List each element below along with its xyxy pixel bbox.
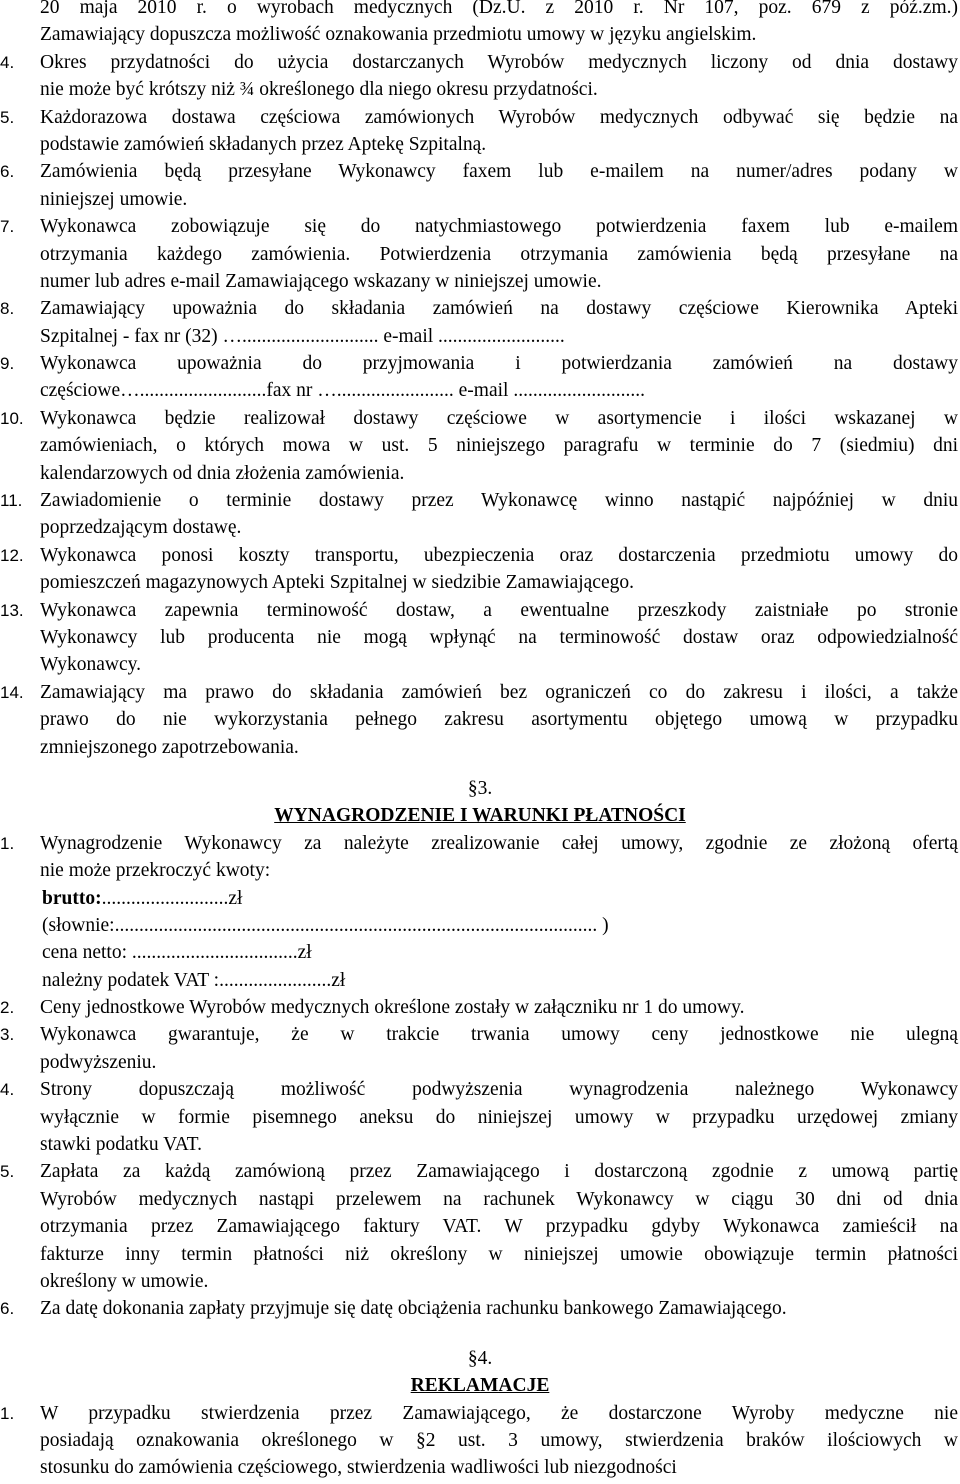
list-item-text: Wykonawca zapewnia terminowość dostaw, a ewentualne przeszkody zaistniałe po stronie (40, 599, 958, 621)
list-item-text: Wynagrodzenie Wykonawcy za należyte zrealizowanie całej umowy, zgodnie ze złożoną ofertą (40, 832, 958, 854)
list-item-text: podstawie zamówień składanych przez Aptekę Szpitalną. (40, 133, 487, 155)
list-number: 4. (0, 1080, 15, 1100)
list-number: 6. (0, 1299, 15, 1319)
list-item-text: pomieszczeń magazynowych Apteki Szpitalnej w siedzibie Zamawiającego. (40, 572, 634, 594)
list-item-text: zmniejszonego zapotrzebowania. (40, 736, 299, 758)
list-number: 11. (0, 491, 23, 511)
list-item-text: Zamawiający upoważnia do składania zamówień na dostawy częściowe Kierownika Apteki (40, 298, 958, 320)
list-item-text: nie może przekroczyć kwoty: (40, 860, 271, 882)
list-item-text: stosunku do zamówienia częściowego, stwierdzenia wadliwości lub niezgodności (40, 1457, 677, 1479)
section-4-title: REKLAMACJE (410, 1375, 550, 1397)
list-item-text: Wykonawca upoważnia do przyjmowania i potwierdzania zamówień na dostawy (40, 353, 958, 375)
list-item-text: Szpitalnej - fax nr (32) …............................ e-mail .......................... (40, 325, 565, 347)
list-number: 4. (0, 52, 15, 72)
list-number: 12. (0, 545, 24, 565)
payment-terms-list (0, 994, 960, 1323)
list-item (0, 49, 960, 104)
brutto-amount (0, 885, 960, 912)
list-item (0, 487, 960, 542)
net-price: cena netto: ..................................zł (42, 942, 312, 964)
list-item (0, 104, 960, 159)
intro-line-1: 20 maja 2010 r. o wyrobach medycznych (Dz.U. z 2010 r. Nr 107, poz. 679 z póź.zm.) (40, 0, 958, 18)
vat-amount: należny podatek VAT :.......................zł (42, 969, 346, 991)
list-number: 10. (0, 408, 24, 428)
section-3-number: §3. (467, 777, 493, 799)
list-item (0, 1158, 960, 1295)
list-item-text: Wykonawcy lub producenta nie mogą wpłynąć na terminowość dostaw oraz odpowiedzialność (40, 626, 958, 648)
list-item (0, 295, 960, 350)
list-item-text: numer lub adres e-mail Zamawiającego wskazany w niniejszej umowie. (40, 270, 602, 292)
brutto-label: brutto: (42, 887, 102, 909)
list-number: 1. (0, 1403, 15, 1423)
list-item-text: częściowe…..........................fax nr …........................ e-mail ........................... (40, 380, 645, 402)
list-item-text: Zamawiający ma prawo do składania zamówień bez ograniczeń co do zakresu i ilości, a także (40, 681, 958, 703)
list-item-text: Strony dopuszczają możliwość podwyższenia wynagrodzenia należnego Wykonawcy (40, 1079, 958, 1101)
list-item-text: Okres przydatności do użycia dostarczanych Wyrobów medycznych liczony od dnia dostawy (40, 51, 958, 73)
delivery-terms-list (0, 49, 960, 761)
list-number: 2. (0, 998, 15, 1018)
list-item (0, 1076, 960, 1158)
list-item-text: określony w umowie. (40, 1270, 209, 1292)
list-item-text: posiadają oznakowania określonego w §2 ust. 3 umowy, stwierdzenia braków ilościowych w (40, 1429, 958, 1451)
section-4-number: §4. (467, 1347, 493, 1369)
list-item-text: niniejszej umowie. (40, 188, 188, 210)
list-item-text: poprzedzającym dostawę. (40, 517, 242, 539)
list-item-text: Wyrobów medycznych nastąpi przelewem na rachunek Wykonawcy w ciągu 30 dni od dnia (40, 1188, 958, 1210)
list-number: 8. (0, 299, 15, 319)
list-item-text: Wykonawca będzie realizował dostawy częściowe w asortymencie i ilości wskazanej w (40, 407, 958, 429)
section-3-title: WYNAGRODZENIE I WARUNKI PŁATNOŚCI (274, 805, 686, 827)
list-item (0, 679, 960, 761)
list-item-text: nie może być krótszy niż ¾ określonego dla niego okresu przydatności. (40, 79, 598, 101)
list-item-text: otrzymania przez Zamawiającego faktury VAT. W przypadku gdyby Wykonawca zamieścił na (40, 1216, 958, 1238)
list-number: 5. (0, 1162, 15, 1182)
list-item-text: Wykonawca ponosi koszty transportu, ubezpieczenia oraz dostarczenia przedmiotu umowy do (40, 544, 958, 566)
list-number: 6. (0, 162, 15, 182)
list-number: 9. (0, 354, 15, 374)
intro-line-2: Zamawiający dopuszcza możliwość oznakowania przedmiotu umowy w języku angielskim. (40, 24, 757, 46)
list-item-text: prawo do nie wykorzystania pełnego zakresu asortymentu objętego umową w przypadku (40, 709, 958, 731)
list-item-text: Wykonawca zobowiązuje się do natychmiastowego potwierdzenia faxem lub e-mailem (40, 216, 958, 238)
list-item-text: stawki podatku VAT. (40, 1134, 202, 1156)
complaints-list (0, 1400, 960, 1482)
list-number: 14. (0, 682, 24, 702)
list-item-text: Za datę dokonania zapłaty przyjmuje się datę obciążenia rachunku bankowego Zamawiającego. (40, 1298, 787, 1320)
list-item-text: otrzymania każdego zamówienia. Potwierdzenia otrzymania zamówienia będą przesyłane na (40, 243, 958, 265)
list-item-text: fakturze inny termin płatności niż określony w niniejszej umowie obowiązuje termin płatności (40, 1243, 958, 1265)
list-item (0, 597, 960, 679)
list-item-text: wyłącznie w formie pisemnego aneksu do niniejszej umowy w przypadku urzędowej zmiany (40, 1106, 958, 1128)
list-item (0, 350, 960, 405)
list-number: 5. (0, 107, 15, 127)
list-item-text: kalendarzowych od dnia złożenia zamówienia. (40, 462, 405, 484)
list-item-text: Każdorazowa dostawa częściowa zamówionych Wyrobów medycznych odbywać się będzie na (40, 106, 958, 128)
list-item (0, 994, 960, 1021)
list-item-text: zamówieniach, o których mowa w ust. 5 niniejszego paragrafu w terminie do 7 (siedmiu) dni (40, 435, 958, 457)
list-item-text: podwyższeniu. (40, 1051, 157, 1073)
brutto-value: ..........................zł (101, 887, 243, 909)
list-item (0, 158, 960, 213)
list-item (0, 1021, 960, 1076)
list-item-text: W przypadku stwierdzenia przez Zamawiającego, że dostarczone Wyroby medyczne nie (40, 1402, 958, 1424)
list-item (0, 1295, 960, 1322)
payment-item-1 (0, 830, 960, 994)
list-item-text: Ceny jednostkowe Wyrobów medycznych określone zostały w załączniku nr 1 do umowy. (40, 997, 745, 1019)
list-item (0, 405, 960, 487)
list-item-text: Zapłata za każdą zamówioną przez Zamawiającego i dostarczoną zgodnie z umową partię (40, 1161, 958, 1183)
list-item-text: Zawiadomienie o terminie dostawy przez Wykonawcę winno nastąpić najpóźniej w dniu (40, 490, 958, 512)
list-number: 7. (0, 217, 15, 237)
list-item-text: Wykonawcy. (40, 654, 141, 676)
list-item (0, 1400, 960, 1482)
amount-in-words: (słownie:................................................................................................... ) (42, 914, 609, 936)
list-item-text: Wykonawca gwarantuje, że w trakcie trwania umowy ceny jednostkowe nie ulegną (40, 1024, 958, 1046)
list-number: 1. (0, 833, 15, 853)
list-number: 3. (0, 1025, 15, 1045)
list-item (0, 213, 960, 295)
list-number: 13. (0, 600, 24, 620)
list-item-text: Zamówienia będą przesyłane Wykonawcy faxem lub e-mailem na numer/adres podany w (40, 161, 958, 183)
list-item (0, 542, 960, 597)
